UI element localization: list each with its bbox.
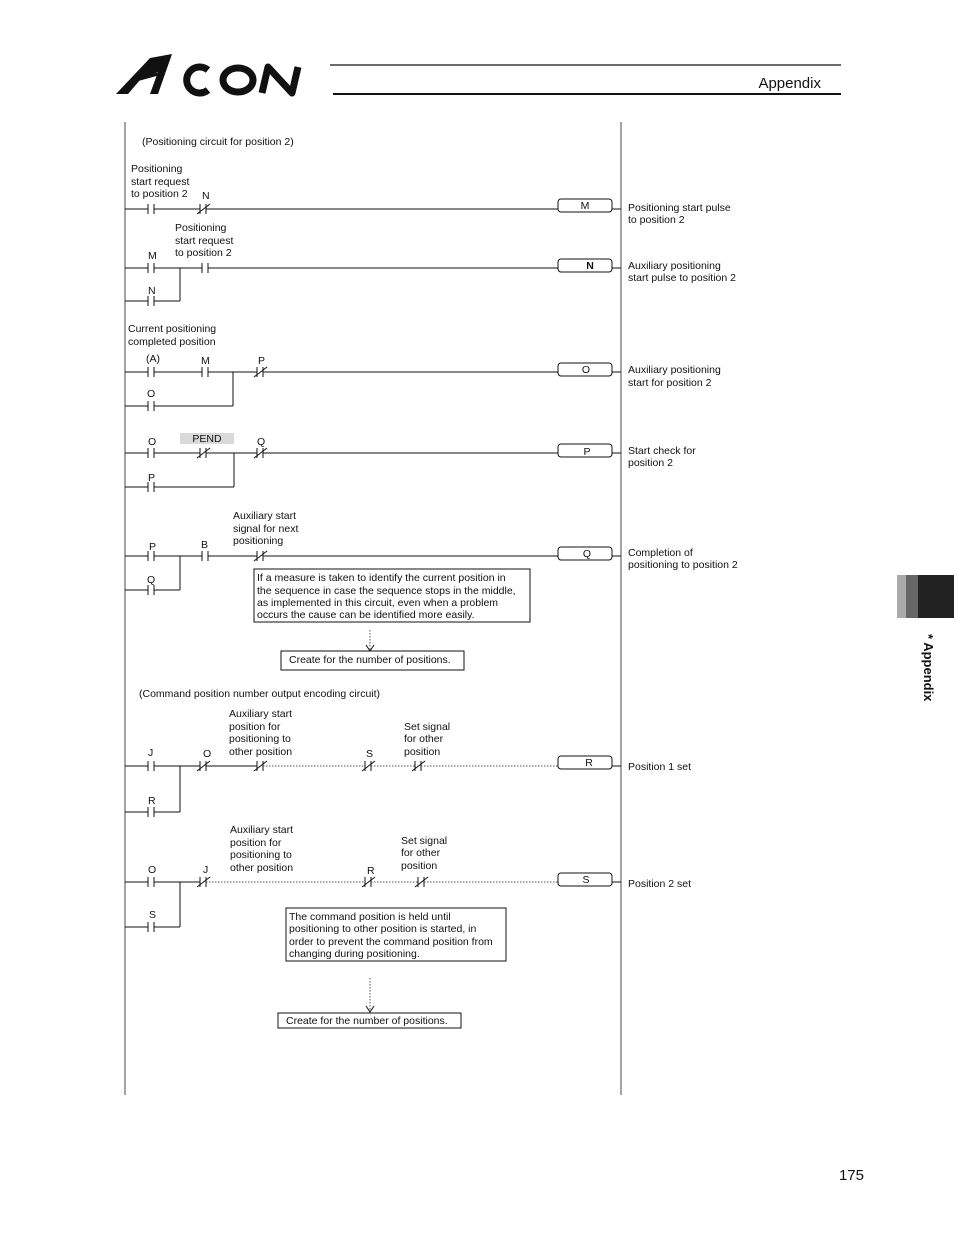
rung2-description: Auxiliary positioning start pulse to position 2 [628,260,736,284]
svg-text:P: P [258,355,266,367]
no-contact [148,448,154,458]
svg-text:R: R [148,795,156,807]
svg-text:O: O [581,364,591,376]
svg-text:M: M [148,250,157,262]
svg-text:O: O [147,388,156,400]
rung1-description: Positioning start pulse to position 2 [628,202,731,226]
no-contact [202,367,208,377]
coil-n [558,259,612,272]
svg-text:J: J [148,747,154,759]
no-contact [148,367,154,377]
rung7-contact3-label: Auxiliary start position for positioning to other position [230,824,294,874]
svg-text:N: N [148,285,156,297]
svg-text:Q: Q [582,548,592,560]
header [116,54,841,94]
svg-text:(A): (A) [146,353,160,365]
note-box-2 [278,908,506,1028]
svg-text:O: O [148,864,157,876]
rung5-contact3-label: Auxiliary start signal for next positioning [233,510,299,547]
no-contact [148,401,154,411]
no-contact [148,263,154,273]
svg-text:The command position is held u: The command position is held until positioning to other position is started, in order to prevent the command position from changing during positioning. [289,911,493,960]
svg-text:M: M [580,200,590,212]
no-contact [148,877,154,887]
rung4-description: Start check for position 2 [628,445,696,469]
svg-text:O: O [203,748,212,760]
no-contact [148,296,154,306]
svg-text:R: R [585,757,593,769]
create-label-1: Create for the number of positions. [289,654,451,666]
section2-title: (Command position number output encoding circuit) [139,688,381,700]
rung3-header: Current positioning completed position [128,323,217,348]
svg-text:S: S [149,909,157,921]
acon-logo [116,54,298,94]
rung7-description: Position 2 set [628,878,692,890]
svg-text:If a measure is taken to ident: If a measure is taken to identify the current position in the sequence in case the sequence stops in the middle, as implemented in this circuit, even when a problem occurs the cause can be identified more easily. [257,572,516,621]
no-contact [148,922,154,932]
no-contact [148,585,154,595]
section-title: Appendix [758,75,821,92]
svg-text:P: P [583,446,591,458]
svg-text:Q: Q [147,574,156,586]
rung-6 [125,708,691,817]
no-contact [148,807,154,817]
no-contact [148,761,154,771]
svg-text:Q: Q [257,436,266,448]
rung1-contact1-label: Positioning start request to position 2 [131,163,190,200]
svg-text:O: O [148,436,157,448]
svg-text:PEND: PEND [192,433,222,445]
page-number: 175 [838,1167,864,1184]
rung5-description: Completion of positioning to position 2 [628,547,738,571]
svg-text:M: M [201,355,210,367]
rung6-description: Position 1 set [628,761,692,773]
rung-4 [125,433,699,492]
create-label-2: Create for the number of positions. [286,1015,448,1027]
no-contact [202,551,208,561]
svg-text:S: S [366,748,374,760]
no-contact [202,263,208,273]
side-tab [897,575,954,702]
svg-text:S: S [582,874,590,886]
side-tab-label: * Appendix [921,634,936,702]
rung-3 [125,323,724,411]
nc-contact [362,761,375,771]
nc-contact [362,877,375,887]
svg-text:P: P [148,472,156,484]
rung6-contact5-label: Set signal for other position [404,721,451,758]
svg-text:R: R [367,865,375,877]
rung-2 [125,222,736,306]
section1-title: (Positioning circuit for position 2) [142,136,294,148]
rung7-contact5-label: Set signal for other position [401,835,448,872]
rung1-contact2-label: N [202,190,210,202]
svg-text:N: N [586,260,594,272]
svg-text:J: J [203,864,209,876]
rung-1 [125,163,734,226]
note-box-1 [254,569,530,670]
rung2-contact2-label: Positioning start request to position 2 [175,222,234,259]
no-contact [148,204,154,214]
svg-text:B: B [201,539,209,551]
rung6-contact3-label: Auxiliary start position for positioning to other position [229,708,293,758]
rung3-description: Auxiliary positioning start for position 2 [628,364,721,389]
svg-text:P: P [149,541,157,553]
